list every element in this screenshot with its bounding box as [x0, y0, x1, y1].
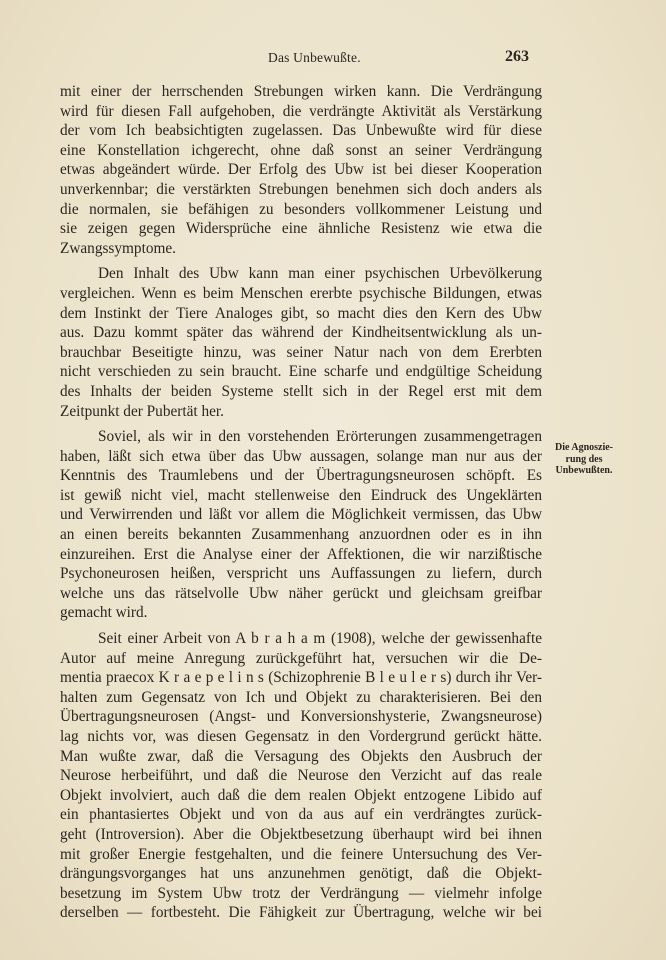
text-line: eine Konstellation ichgerecht, ohne daß sonst an seiner Verdrängung [60, 141, 542, 159]
text-line: Autor auf meine Anregung zurückgeführt hat, versuchen wir die De- [60, 649, 542, 667]
text-line: geht (Introversion). Aber die Objektbesetzung überhaupt wird bei ihnen [60, 825, 542, 843]
text-line: ein phantasiertes Objekt und von da aus auf ein verdrängtes zurück- [60, 806, 542, 824]
paragraph [60, 82, 542, 258]
paragraph [60, 264, 542, 421]
body-text [60, 82, 542, 923]
text-line: die normalen, sie befähigen zu besonders vollkommener Leistung und [60, 200, 542, 218]
text-line: brauchbar Beseitigte hinzu, was seiner Natur nach von dem Ererbten [60, 343, 542, 361]
paragraph [60, 427, 542, 623]
paragraph [60, 629, 542, 923]
text-line: Zwangssymptome. [60, 239, 176, 257]
text-line: mit einer der herrschenden Strebungen wirken kann. Die Verdrängung [60, 83, 542, 100]
text-line: gemacht wird. [60, 604, 148, 622]
text-line: Übertragungsneurosen (Angst- und Konversionshysterie, Zwangsneurose) [60, 708, 542, 726]
text-line: und Verwirrenden und läßt vor allem die Möglichkeit vermissen, das Ubw [60, 506, 542, 524]
text-line: ist gewiß nicht viel, macht stellenweise den Eindruck des Ungeklärten [60, 486, 542, 504]
text-line: etwas abgeändert würde. Der Erfolg des Ubw ist bei dieser Kooperation [60, 161, 542, 179]
text-line: halten zum Gegensatz von Ich und Objekt zu charakterisieren. Bei den [60, 688, 542, 706]
margin-note-line: rung des [565, 453, 603, 465]
text-line: unverkennbar; die verstärkten Strebungen benehmen sich doch anders als [60, 180, 542, 198]
text-line: einzureihen. Erst die Analyse einer der Affektionen, die wir narzißtische [60, 545, 542, 563]
text-line: der vom Ich beabsichtigten zugelassen. Das Unbewußte wird für diese [60, 122, 542, 140]
text-line: des Inhalts der beiden Systeme stellt sich in der Regel erst mit dem [60, 382, 542, 400]
text-line: Seit einer Arbeit von A b r a h a m (1908), welche der gewissenhafte [98, 630, 542, 648]
text-line: derselben — fortbesteht. Die Fähigkeit zur Übertragung, welche wir bei [60, 904, 542, 922]
text-line: lag nichts vor, was diesen Gegensatz in den Vordergrund gerückt hätte. [60, 728, 542, 745]
text-line: Psychoneurosen heißen, verspricht uns Auffassungen zu liefern, durch [60, 565, 542, 583]
page-number: 263 [505, 48, 529, 65]
text-line: Neurose herbeiführt, und daß die Neurose den Verzicht auf das reale [60, 767, 542, 785]
running-head: Das Unbewußte. [268, 50, 361, 65]
text-line: drängungsvorganges hat uns anzunehmen genötigt, daß die Objekt- [60, 865, 542, 883]
text-line: Soviel, als wir in den vorstehenden Erörterungen zusammengetragen [98, 428, 542, 446]
text-line: mit großer Energie festgehalten, und die feinere Untersuchung des Ver- [60, 845, 542, 863]
text-line: Den Inhalt des Ubw kann man einer psychischen Urbevölkerung [98, 265, 542, 283]
text-line: an einen bereits bekannten Zusammenhang anzuordnen oder es in ihn [60, 526, 542, 544]
margin-note [551, 442, 617, 477]
text-line: vergleichen. Wenn es beim Menschen ererbte psychische Bildungen, etwas [60, 284, 542, 302]
text-line: mentia praecox K r a e p e l i n s (Schizophrenie B l e u l e r s) durch ihr Ver- [60, 669, 542, 687]
text-line: nicht verschieden zu sein braucht. Eine scharfe und endgültige Scheidung [60, 363, 542, 381]
margin-note-line: Unbewußten. [555, 465, 613, 476]
text-line: sie zeigen gegen Widersprüche eine ähnliche Resistenz wie etwa die [60, 220, 542, 238]
text-line: besetzung im System Ubw trotz der Verdrängung — vielmehr infolge [60, 884, 542, 902]
text-line: aus. Dazu kommt später das während der Kindheitsentwicklung als un- [60, 324, 542, 342]
text-line: Objekt involviert, auch daß die dem realen Objekt entzogene Libido auf [60, 786, 542, 804]
text-line: Zeitpunkt der Pubertät her. [60, 402, 224, 420]
margin-note-line: Die Agnoszie- [554, 442, 614, 453]
text-line: Kenntnis des Traumlebens und der Übertragungsneurosen schöpft. Es [60, 467, 542, 485]
text-line: welche uns das rätselvolle Ubw näher gerückt und gleichsam greifbar [60, 584, 542, 602]
text-line: dem Instinkt der Tiere Analoges gibt, so macht dies den Kern des Ubw [60, 304, 542, 322]
text-line: Man wußte zwar, daß die Versagung des Objekts den Ausbruch der [60, 747, 542, 765]
text-line: haben, läßt sich etwa über das Ubw aussagen, solange man nur aus der [60, 447, 542, 465]
text-line: wird für diesen Fall aufgehoben, die verdrängte Aktivität als Verstärkung [60, 102, 542, 120]
